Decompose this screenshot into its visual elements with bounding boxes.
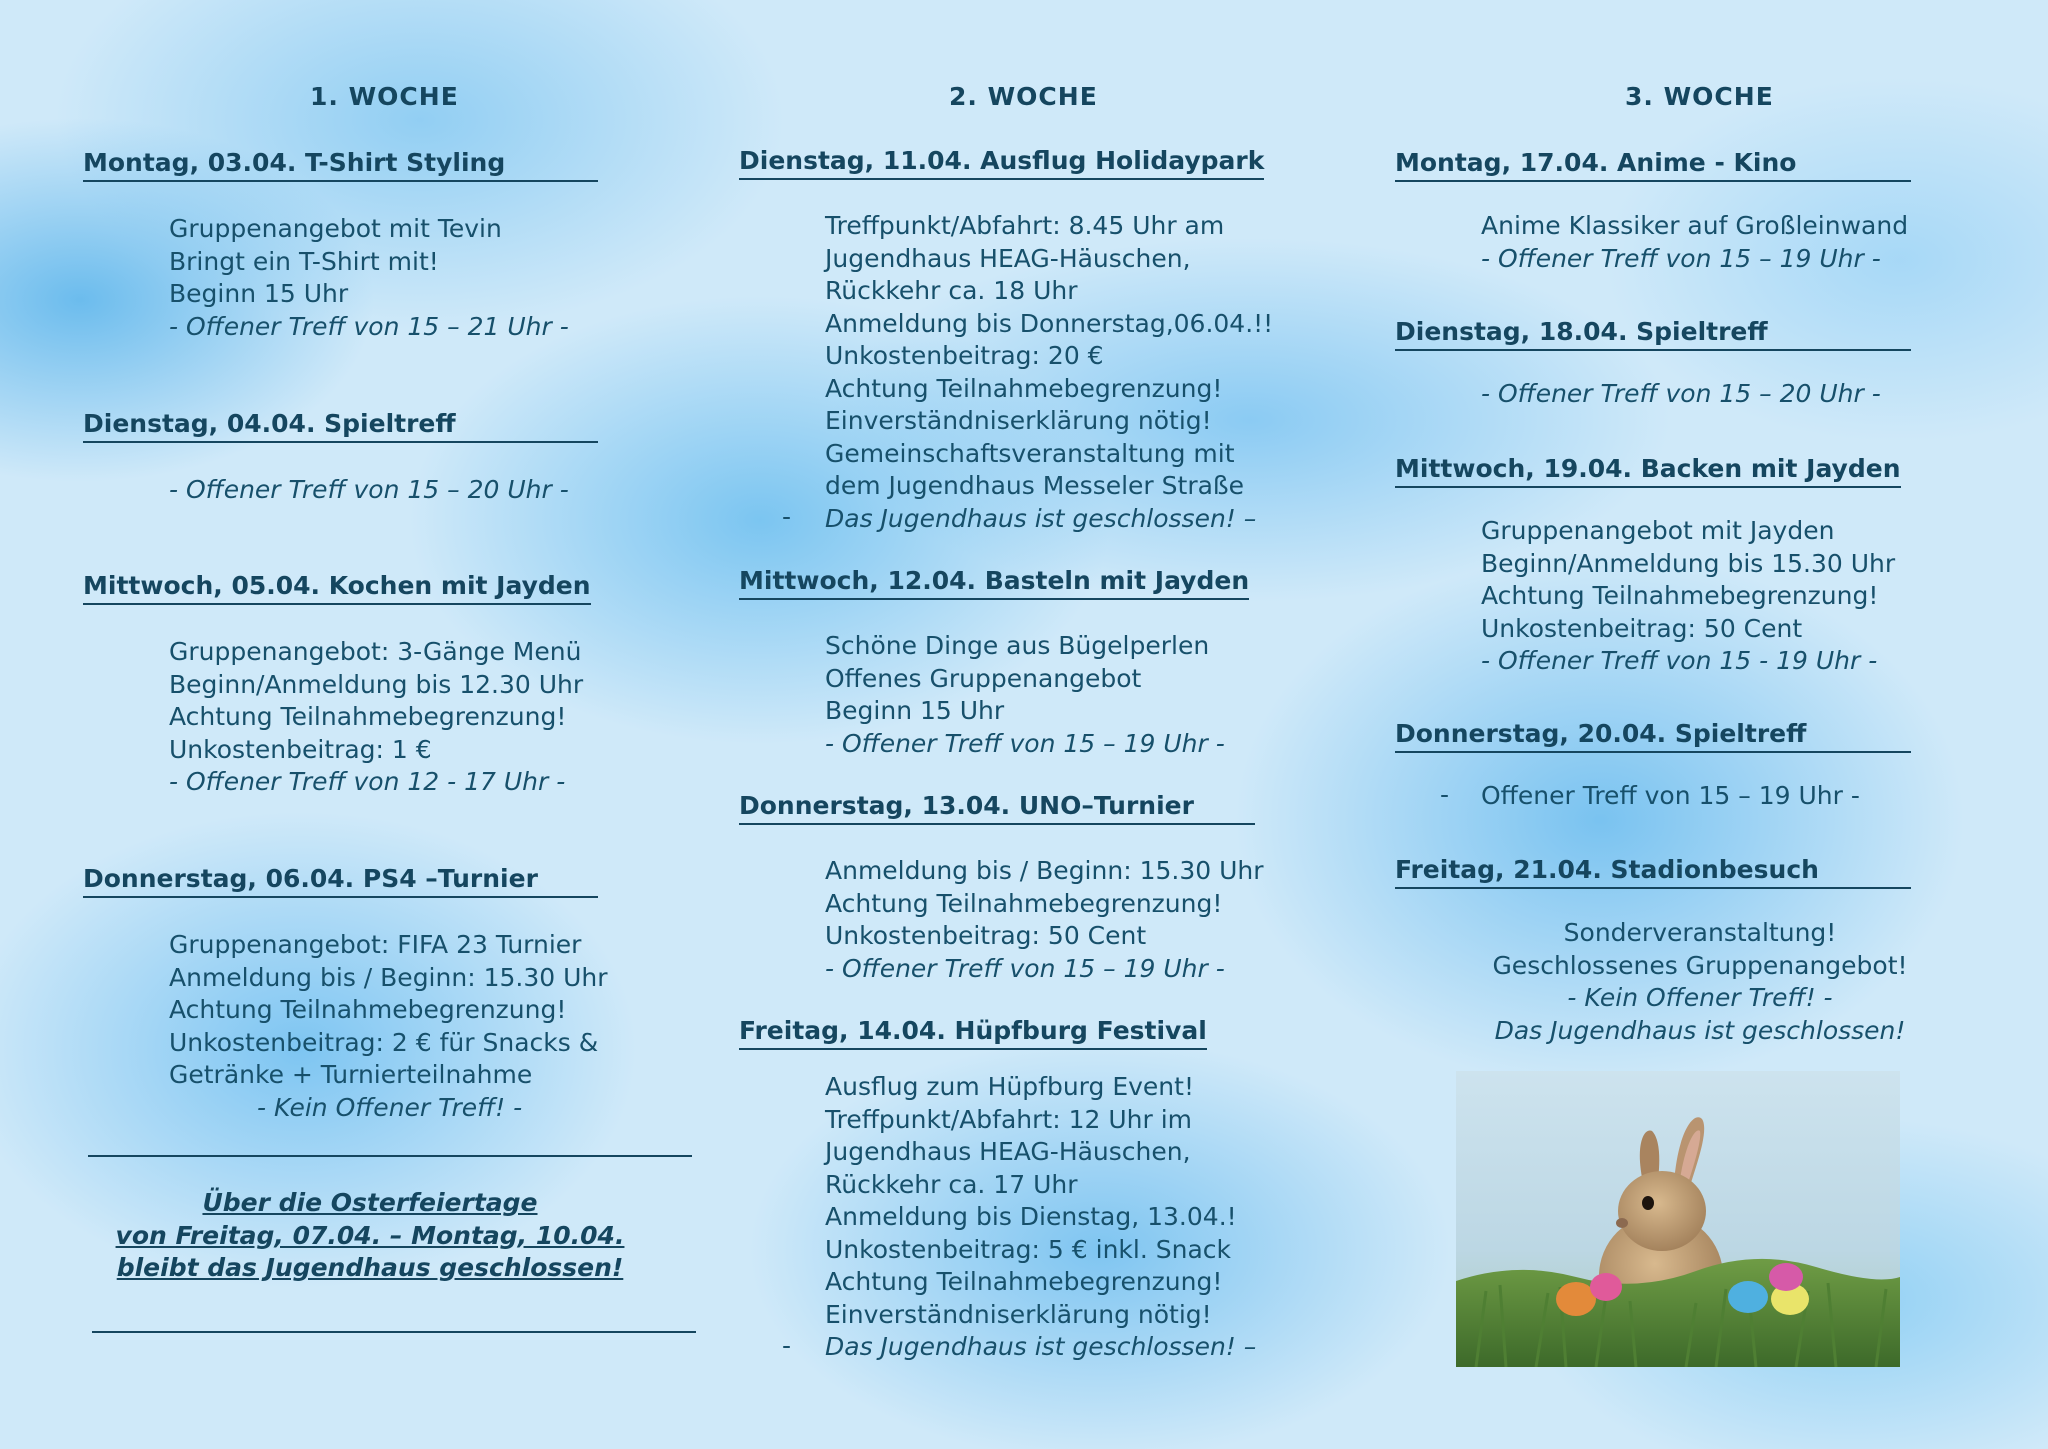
detail-line: Jugendhaus HEAG-Häuschen, [825,243,1191,273]
notice-line: bleibt das Jugendhaus geschlossen! [116,1253,624,1282]
detail-line: - Kein Offener Treff! - [1567,983,1833,1012]
divider [88,1155,692,1157]
detail-line: Beginn 15 Uhr [169,279,349,308]
bullet-dash: - [1440,780,1450,809]
detail-line: Unkostenbeitrag: 1 € [169,734,432,764]
detail-line: Unkostenbeitrag: 50 Cent [825,921,1147,950]
detail-line: Unkostenbeitrag: 50 Cent [1481,613,1803,643]
notice-line: Über die Osterfeiertage [202,1188,538,1217]
detail-line: Getränke + Turnierteilnahme [169,1060,533,1089]
detail-line: Beginn 15 Uhr [825,696,1005,725]
detail-line: Gruppenangebot mit Jayden [1481,516,1835,545]
week1-title: 1. WOCHE [310,82,459,111]
event-details [825,630,1225,760]
bullet-dash: - [782,502,792,531]
closure-notice [80,1187,660,1285]
detail-line: Achtung Teilnahmebegrenzung! [825,373,1223,403]
detail-line: Ausflug zum Hüpfburg Event! [825,1072,1194,1101]
detail-line: Anmeldung bis Donnerstag,06.04.!! [825,308,1274,338]
easter-bunny-photo [1456,1071,1900,1367]
event-details [825,855,1264,985]
detail-line: Achtung Teilnahmebegrenzung! [169,702,567,731]
detail-line: Beginn/Anmeldung bis 15.30 Uhr [1481,548,1896,578]
event-heading: Mittwoch, 19.04. Backen mit Jayden [1395,454,1901,488]
detail-line: Beginn/Anmeldung bis 12.30 Uhr [169,669,584,699]
detail-line: Treffpunkt/Abfahrt: 8.45 Uhr am [825,211,1225,240]
week3-title: 3. WOCHE [1625,82,1774,111]
detail-line: Unkostenbeitrag: 5 € inkl. Snack [825,1234,1231,1264]
detail-line: Unkostenbeitrag: 20 € [825,341,1104,370]
detail-line: - Kein Offener Treff! - [257,1092,523,1122]
detail-line: Das Jugendhaus ist geschlossen! – [825,1332,1257,1361]
detail-line: Anime Klassiker auf Großleinwand [1481,211,1909,240]
detail-line: Geschlossenes Gruppenangebot! [1492,950,1908,980]
detail-line: Achtung Teilnahmebegrenzung! [825,888,1223,918]
detail-line: - Offener Treff von 15 – 19 Uhr - [825,728,1225,758]
event-details [1430,917,1970,1047]
event-heading: Dienstag, 11.04. Ausflug Holidaypark [739,146,1264,180]
event-details [1481,210,1908,275]
detail-line: Bringt ein T-Shirt mit! [169,246,439,276]
week2-title: 2. WOCHE [949,82,1098,111]
detail-line: Achtung Teilnahmebegrenzung! [825,1267,1223,1296]
detail-line: - Offener Treff von 15 – 20 Uhr - [169,475,569,504]
bunny-eye [1642,1196,1654,1210]
easter-egg [1590,1273,1622,1301]
detail-line: Das Jugendhaus ist geschlossen! [1494,1015,1906,1045]
detail-line: Offener Treff von 15 – 19 Uhr - [1481,781,1860,810]
event-heading: Donnerstag, 20.04. Spieltreff [1395,719,1911,753]
notice-line: von Freitag, 07.04. – Montag, 10.04. [115,1220,625,1250]
detail-line: Sonderveranstaltung! [1563,918,1837,947]
detail-line: Anmeldung bis / Beginn: 15.30 Uhr [825,856,1264,885]
detail-line: Rückkehr ca. 17 Uhr [825,1169,1078,1199]
detail-line: Unkostenbeitrag: 2 € für Snacks & [169,1027,599,1057]
detail-line: Achtung Teilnahmebegrenzung! [169,995,567,1024]
detail-line: Einverständniserklärung nötig! [825,406,1212,435]
detail-line: - Offener Treff von 15 – 21 Uhr - [169,311,569,341]
detail-line: - Offener Treff von 15 – 20 Uhr - [1481,379,1881,408]
bunny-head [1618,1171,1706,1251]
easter-egg [1556,1282,1596,1316]
detail-line: dem Jugendhaus Messeler Straße [825,471,1245,500]
detail-line: Gemeinschaftsveranstaltung mit [825,438,1235,468]
detail-line: - Offener Treff von 15 – 19 Uhr - [825,953,1225,983]
event-heading: Montag, 03.04. T-Shirt Styling [83,148,598,182]
detail-line: Jugendhaus HEAG-Häuschen, [825,1137,1191,1166]
event-details [825,1071,1256,1364]
detail-line: Offenes Gruppenangebot [825,663,1142,693]
detail-line: Einverständniserklärung nötig! [825,1299,1212,1329]
event-details [169,213,569,343]
detail-line: Das Jugendhaus ist geschlossen! – [825,503,1257,533]
bunny-illustration [1456,1071,1900,1367]
detail-line: - Offener Treff von 15 - 19 Uhr - [1481,646,1878,675]
detail-line: Rückkehr ca. 18 Uhr [825,276,1078,305]
detail-line: Treffpunkt/Abfahrt: 12 Uhr im [825,1104,1193,1134]
event-heading: Donnerstag, 13.04. UNO–Turnier [739,791,1255,825]
detail-line: Anmeldung bis / Beginn: 15.30 Uhr [169,962,608,992]
event-heading: Dienstag, 18.04. Spieltreff [1395,317,1911,351]
bullet-dash: - [782,1331,792,1360]
event-heading: Montag, 17.04. Anime - Kino [1395,148,1911,182]
event-heading: Freitag, 14.04. Hüpfburg Festival [739,1016,1207,1050]
detail-line: Achtung Teilnahmebegrenzung! [1481,581,1879,610]
easter-egg [1769,1263,1803,1291]
event-heading: Donnerstag, 06.04. PS4 –Turnier [83,864,598,898]
detail-line: - Offener Treff von 15 – 19 Uhr - [1481,243,1881,273]
detail-line: Gruppenangebot: FIFA 23 Turnier [169,930,582,959]
event-details [1481,515,1895,678]
event-heading: Dienstag, 04.04. Spieltreff [83,409,598,443]
event-details [825,210,1273,535]
detail-line: Gruppenangebot: 3-Gänge Menü [169,637,582,666]
event-heading: Mittwoch, 05.04. Kochen mit Jayden [83,571,591,605]
event-heading: Freitag, 21.04. Stadionbesuch [1395,855,1911,889]
event-details [169,929,608,1124]
event-heading: Mittwoch, 12.04. Basteln mit Jayden [739,566,1249,600]
easter-egg [1728,1281,1768,1313]
detail-line: Schöne Dinge aus Bügelperlen [825,631,1210,660]
detail-line: Gruppenangebot mit Tevin [169,214,502,243]
event-details [169,636,583,799]
detail-line: - Offener Treff von 12 - 17 Uhr - [169,767,566,796]
divider [92,1331,696,1333]
detail-line: Anmeldung bis Dienstag, 13.04.! [825,1202,1237,1231]
